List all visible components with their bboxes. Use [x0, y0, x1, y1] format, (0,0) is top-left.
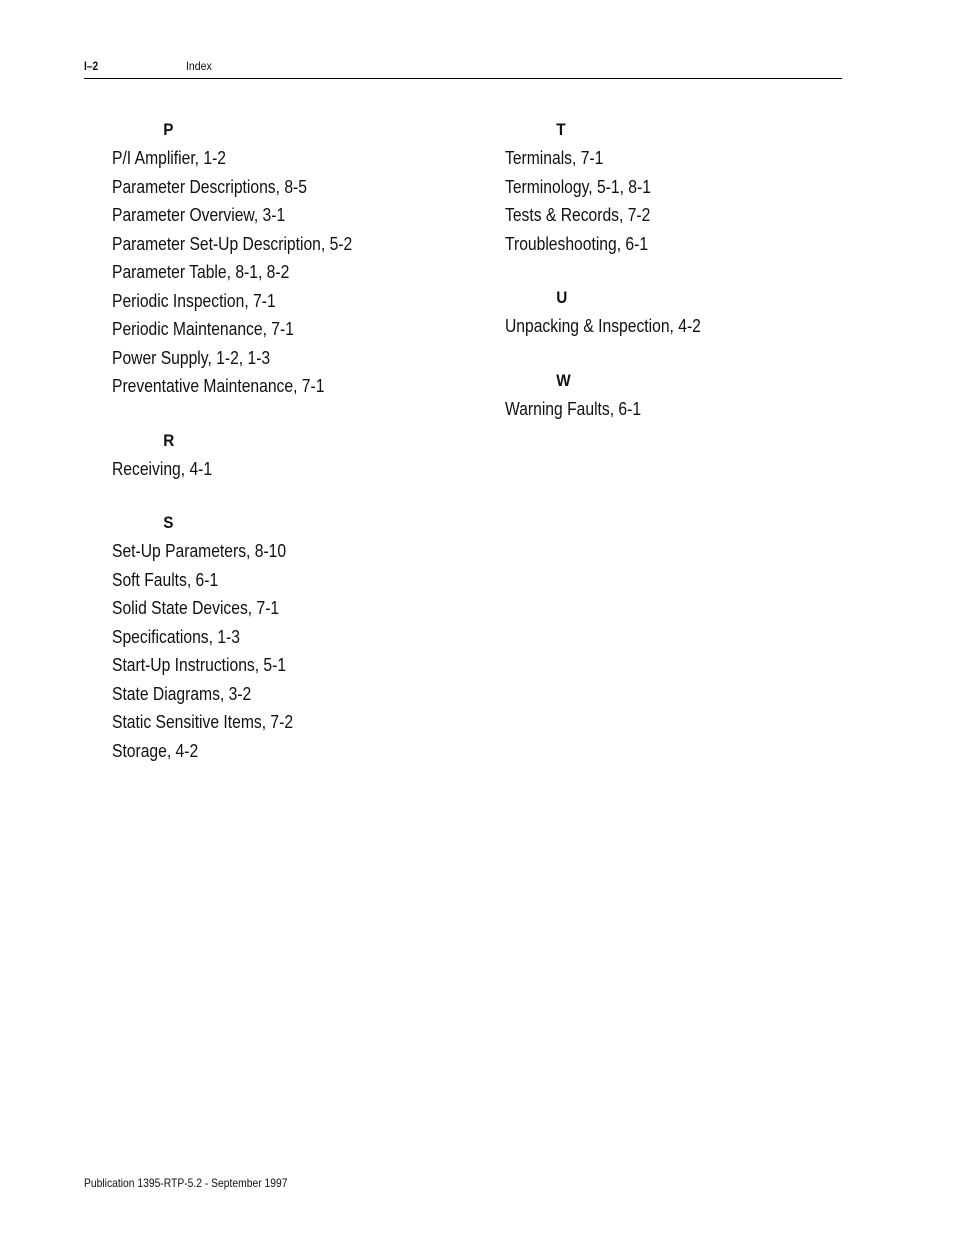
index-entry: Unpacking & Inspection, 4-2	[505, 316, 701, 336]
letter-heading: S	[163, 513, 174, 532]
index-entry: Static Sensitive Items, 7-2	[112, 712, 294, 732]
index-entry: P/I Amplifier, 1-2	[112, 148, 227, 168]
page-header	[84, 58, 842, 79]
index-entry: Set-Up Parameters, 8-10	[112, 541, 287, 561]
index-entry: Power Supply, 1-2, 1-3	[112, 347, 271, 368]
index-entry-list	[112, 455, 472, 484]
index-entry: Solid State Devices, 7-1	[112, 598, 280, 618]
letter-heading: R	[163, 430, 175, 450]
index-entry: Terminals, 7-1	[505, 148, 604, 168]
header-title: Index	[186, 59, 212, 73]
letter-heading: P	[163, 120, 174, 139]
index-entry: Receiving, 4-1	[112, 458, 213, 479]
index-entry: Start-Up Instructions, 5-1	[112, 655, 287, 675]
index-entry: State Diagrams, 3-2	[112, 683, 252, 704]
index-column-left	[112, 116, 472, 791]
index-entry: Parameter Table, 8-1, 8-2	[112, 262, 290, 282]
index-entry: Preventative Maintenance, 7-1	[112, 376, 325, 396]
letter-heading: W	[556, 370, 571, 390]
index-entry: Storage, 4-2	[112, 740, 199, 761]
letter-heading: U	[556, 288, 568, 307]
index-entry: Tests & Records, 7-2	[505, 205, 651, 225]
index-entry: Parameter Descriptions, 8-5	[112, 176, 307, 197]
index-entry: Specifications, 1-3	[112, 626, 240, 647]
index-section-t	[505, 116, 865, 258]
index-entry: Troubleshooting, 6-1	[505, 233, 649, 254]
index-entry-list	[505, 312, 865, 341]
index-entry-list	[112, 537, 472, 765]
index-entry-list	[505, 395, 865, 424]
index-entry: Periodic Inspection, 7-1	[112, 290, 276, 311]
index-entry: Parameter Set-Up Description, 5-2	[112, 233, 353, 254]
index-entry-list	[505, 144, 865, 258]
index-section-s	[112, 509, 472, 765]
index-entry: Warning Faults, 6-1	[505, 398, 642, 419]
index-section-u	[505, 284, 865, 341]
index-entry-list	[112, 144, 472, 401]
index-section-p	[112, 116, 472, 401]
index-entry: Parameter Overview, 3-1	[112, 205, 286, 225]
index-entry: Soft Faults, 6-1	[112, 569, 219, 590]
index-column-right	[505, 116, 865, 449]
letter-heading: T	[556, 120, 566, 139]
publication-footer: Publication 1395-RTP-5.2 - September 1997	[84, 1176, 288, 1190]
index-section-r	[112, 427, 472, 484]
index-entry: Terminology, 5-1, 8-1	[505, 176, 651, 197]
index-section-w	[505, 367, 865, 424]
index-entry: Periodic Maintenance, 7-1	[112, 319, 294, 339]
page-number: I–2	[84, 59, 99, 73]
